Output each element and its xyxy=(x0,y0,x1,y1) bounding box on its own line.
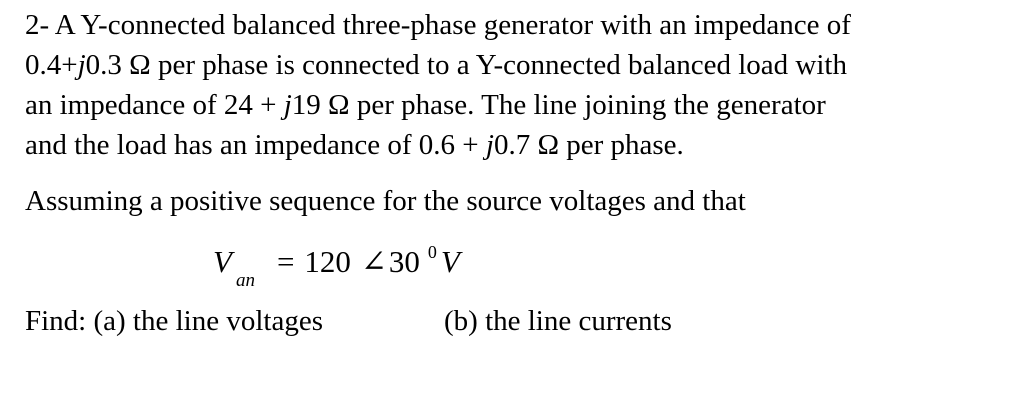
problem-line-2: 0.4+j0.3 Ω per phase is connected to a Y-connected balanced load with xyxy=(25,49,847,81)
assumption-text: Assuming a positive sequence for the source voltages and that xyxy=(25,185,746,217)
voltage-angle: 30 xyxy=(388,244,420,279)
problem-line-3: an impedance of 24 + j19 Ω per phase. The line joining the generator xyxy=(25,89,826,121)
equals-sign: = xyxy=(276,244,295,279)
voltage-unit: V xyxy=(440,244,460,279)
source-voltage-equation xyxy=(213,242,460,291)
find-part-a: Find: (a) the line voltages xyxy=(25,305,323,337)
find-part-b: (b) the line currents xyxy=(444,305,672,337)
angle-symbol: ∠ xyxy=(360,244,387,279)
voltage-subscript: an xyxy=(235,270,255,291)
problem-line-1: 2- A Y-connected balanced three-phase generator with an impedance of xyxy=(25,9,851,41)
problem-line-4: and the load has an impedance of 0.6 + j0.7 Ω per phase. xyxy=(25,129,684,161)
voltage-symbol: V xyxy=(213,244,232,279)
voltage-magnitude: 120 xyxy=(304,244,351,279)
degree-superscript: 0 xyxy=(427,242,437,262)
problem-statement xyxy=(25,5,1015,165)
